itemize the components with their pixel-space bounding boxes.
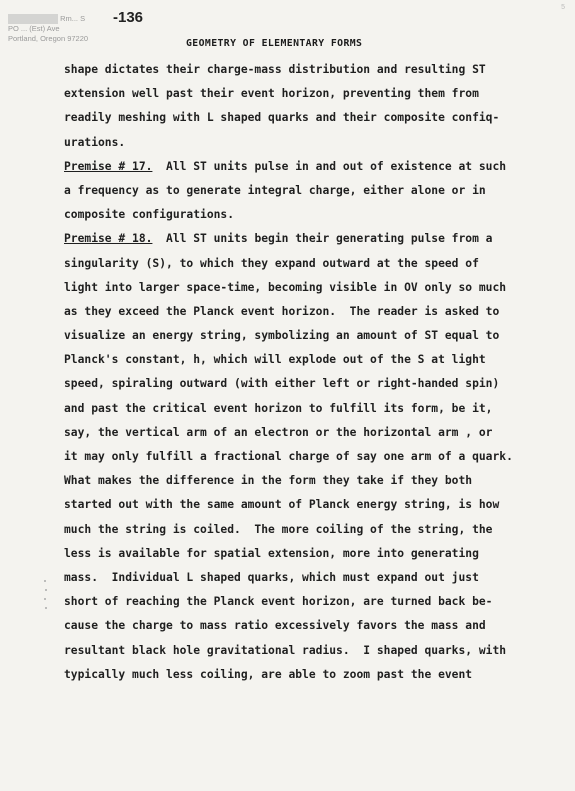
stamp-line-1: Rm... S [60, 14, 86, 23]
premise-heading: Premise # 18. [64, 232, 153, 246]
text-line [64, 58, 534, 82]
line-text: much the string is coiled. The more coiling of the string, the [64, 522, 493, 536]
corner-mark: 5 [561, 4, 565, 11]
premise-heading: Premise # 17. [64, 159, 153, 173]
line-text: composite configurations. [64, 208, 235, 222]
text-line [64, 493, 534, 517]
line-text: resultant black hole gravitational radius. I shaped quarks, with [64, 643, 507, 657]
text-line [64, 131, 534, 155]
text-line [64, 324, 534, 348]
stamp-line-2: PO ... (Est) Ave [8, 24, 60, 34]
text-line [64, 421, 534, 445]
text-line [64, 300, 534, 324]
line-text: extension well past their event horizon, preventing them from [64, 87, 479, 101]
line-text: mass. Individual L shaped quarks, which must expand out just [64, 570, 479, 584]
line-text: speed, spiraling outward (with either left or right-handed spin) [64, 377, 500, 391]
line-text: cause the charge to mass ratio excessively favors the mass and [64, 619, 486, 633]
text-line [64, 276, 534, 300]
text-line [64, 348, 534, 372]
line-text: singularity (S), to which they expand outward at the speed of [64, 256, 479, 270]
text-line [64, 82, 534, 106]
line-text: What makes the difference in the form they take if they both [64, 474, 473, 488]
line-text: and past the critical event horizon to fulfill its form, be it, [64, 401, 493, 415]
text-line [64, 252, 534, 276]
text-line [64, 445, 534, 469]
address-stamp [8, 14, 88, 44]
line-text: shape dictates their charge-mass distribution and resulting ST [64, 63, 486, 76]
body-text [64, 58, 534, 687]
text-line [64, 639, 534, 663]
line-text: as they exceed the Planck event horizon. The reader is asked to [64, 304, 500, 318]
text-line [64, 542, 534, 566]
text-line [64, 397, 534, 421]
text-line [64, 518, 534, 542]
text-line [64, 106, 534, 130]
margin-specks [44, 580, 48, 610]
line-text: urations. [64, 135, 126, 149]
page-number: -136 [113, 9, 144, 26]
line-text: visualize an energy string, symbolizing an amount of ST equal to [64, 329, 500, 343]
line-text: typically much less coiling, are able to zoom past the event [64, 667, 473, 681]
line-text: Planck's constant, h, which will explode out of the S at light [64, 353, 486, 367]
text-line [64, 469, 534, 493]
text-line [64, 203, 534, 227]
line-text: say, the vertical arm of an electron or the horizontal arm , or [64, 425, 493, 439]
line-text: All ST units begin their generating pulse from a [152, 232, 493, 246]
text-line [64, 227, 534, 251]
text-line [64, 155, 534, 179]
line-text: started out with the same amount of Planck energy string, is how [64, 498, 500, 512]
stamp-line-3: Portland, Oregon 97220 [8, 34, 89, 44]
text-line [64, 566, 534, 590]
text-line [64, 590, 534, 614]
line-text: short of reaching the Planck event horizon, are turned back be- [64, 595, 493, 609]
running-title: GEOMETRY OF ELEMENTARY FORMS [186, 38, 363, 49]
stamp-blot [8, 14, 58, 24]
line-text: readily meshing with L shaped quarks and their composite confiq- [64, 111, 500, 125]
text-line [64, 614, 534, 638]
line-text: light into larger space-time, becoming visible in OV only so much [64, 280, 507, 294]
text-line [64, 663, 534, 687]
line-text: a frequency as to generate integral charge, either alone or in [64, 183, 486, 197]
text-line [64, 372, 534, 396]
line-text: All ST units pulse in and out of existence at such [152, 159, 507, 173]
text-line [64, 179, 534, 203]
line-text: it may only fulfill a fractional charge of say one arm of a quark. [64, 450, 513, 463]
line-text: less is available for spatial extension, more into generating [64, 546, 479, 560]
